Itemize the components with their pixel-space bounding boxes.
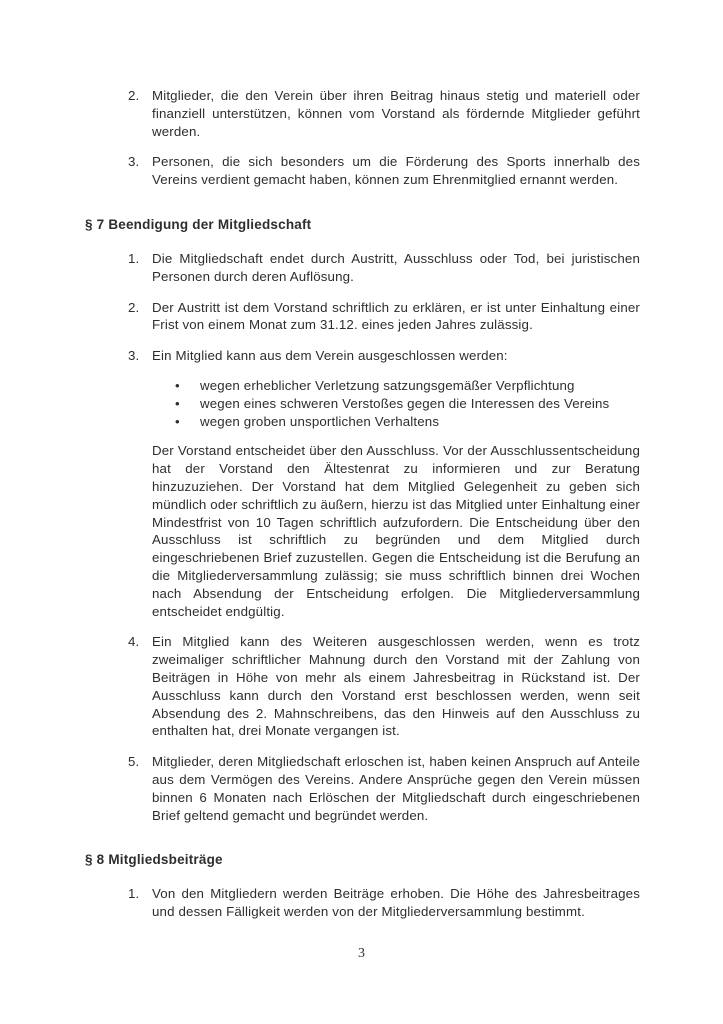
list-item: [175, 413, 640, 431]
list-item: [175, 395, 640, 413]
list-item-text: Von den Mitgliedern werden Beiträge erhoben. Die Höhe des Jahresbeitrages und dessen Fälligkeit werden von der Mitgliederversammlung bestimmt.: [152, 886, 640, 920]
list-item: [175, 377, 640, 395]
list-item: [85, 885, 640, 921]
list-item: [85, 753, 640, 824]
bullet-text: wegen groben unsportlichen Verhaltens: [200, 413, 440, 429]
list-item-text: Ein Mitglied kann des Weiteren ausgeschlossen werden, wenn es trotz zweimaliger schriftlicher Mahnung durch den Vorstand mit der Zahlung von Beiträgen in Höhe von mehr als einem Jahresbeitrag in Rückstand ist. Der Ausschluss kann durch den Vorstand erst beschlossen werden, wenn seit Absendung des 2. Mahnschreibens, das den Hinweis auf den Ausschluss zu enthalten hat, drei Monate vergangen ist.: [152, 634, 640, 739]
bullet-icon: •: [175, 395, 180, 411]
list-item: [85, 250, 640, 286]
list-item: [85, 347, 640, 620]
list-item-number: 4.: [128, 634, 140, 650]
list-item: [85, 633, 640, 740]
bullet-text: wegen erheblicher Verletzung satzungsgemäßer Verpflichtung: [200, 377, 575, 393]
exclusion-reasons-list: [175, 377, 640, 430]
list-item-text: Personen, die sich besonders um die Förderung des Sports innerhalb des Vereins verdient gemacht haben, können zum Ehrenmitglied ernannt werden.: [152, 154, 640, 188]
list-item-text: Die Mitgliedschaft endet durch Austritt, Ausschluss oder Tod, bei juristischen Personen durch deren Auflösung.: [152, 250, 640, 284]
list-item: [85, 153, 640, 189]
page-number: 3: [358, 946, 365, 961]
list-item-text: Ein Mitglied kann aus dem Verein ausgeschlossen werden:: [152, 348, 508, 364]
list-item-number: 1.: [128, 886, 140, 902]
list-item-number: 2.: [128, 88, 140, 103]
list-item-text: Mitglieder, deren Mitgliedschaft erloschen ist, haben keinen Anspruch auf Anteile aus dem Vermögen des Vereins. Andere Ansprüche gegen den Verein müssen binnen 6 Monaten nach Erlöschen der Mitgliedschaft durch eingeschriebenen Brief geltend gemacht und begründet werden.: [152, 754, 640, 823]
list-item-number: 3.: [128, 154, 140, 170]
list-item-number: 3.: [128, 348, 140, 364]
bullet-icon: •: [175, 377, 180, 393]
bullet-icon: •: [175, 413, 180, 429]
list-item: [85, 299, 640, 335]
page-content: [85, 87, 640, 934]
list-item-number: 1.: [128, 250, 140, 266]
section-7: [85, 216, 640, 824]
list-item: [85, 87, 640, 140]
list-item-text: Der Austritt ist dem Vorstand schriftlich zu erklären, er ist unter Einhaltung einer Frist von einem Monat zum 31.12. eines jeden Jahres zulässig.: [152, 299, 640, 333]
bullet-text: wegen eines schweren Verstoßes gegen die Interessen des Vereins: [200, 395, 610, 411]
section-6-continuation: [85, 87, 640, 189]
section-8-heading: § 8 Mitgliedsbeiträge: [85, 852, 223, 868]
list-item-text: Mitglieder, die den Verein über ihren Beitrag hinaus stetig und materiell oder finanziell unterstützen, können vom Vorstand als fördernde Mitglieder geführt werden.: [152, 88, 640, 139]
section-7-heading: § 7 Beendigung der Mitgliedschaft: [85, 216, 312, 232]
section-8: [85, 851, 640, 921]
list-item-number: 5.: [128, 754, 140, 770]
exclusion-procedure-paragraph: Der Vorstand entscheidet über den Ausschluss. Vor der Ausschlussentscheidung hat der Vorstand den Ältestenrat zu informieren und zur Beratung hinzuzuziehen. Der Vorstand hat dem Mitglied Gelegenheit zu geben sich mündlich oder schriftlich zu äußern, hierzu ist das Mitglied unter Einhaltung einer Mindestfrist von 10 Tagen schriftlich aufzufordern. Die Entscheidung über den Ausschluss ist schriftlich zu begründen und dem Mitglied durch eingeschriebenen Brief zuzustellen. Gegen die Entscheidung ist die Berufung an die Mitgliederversammlung zulässig; sie muss schriftlich binnen drei Wochen nach Absendung der Entscheidung erfolgen. Die Mitgliederversammlung entscheidet endgültig.: [152, 443, 640, 619]
list-item-number: 2.: [128, 299, 140, 315]
